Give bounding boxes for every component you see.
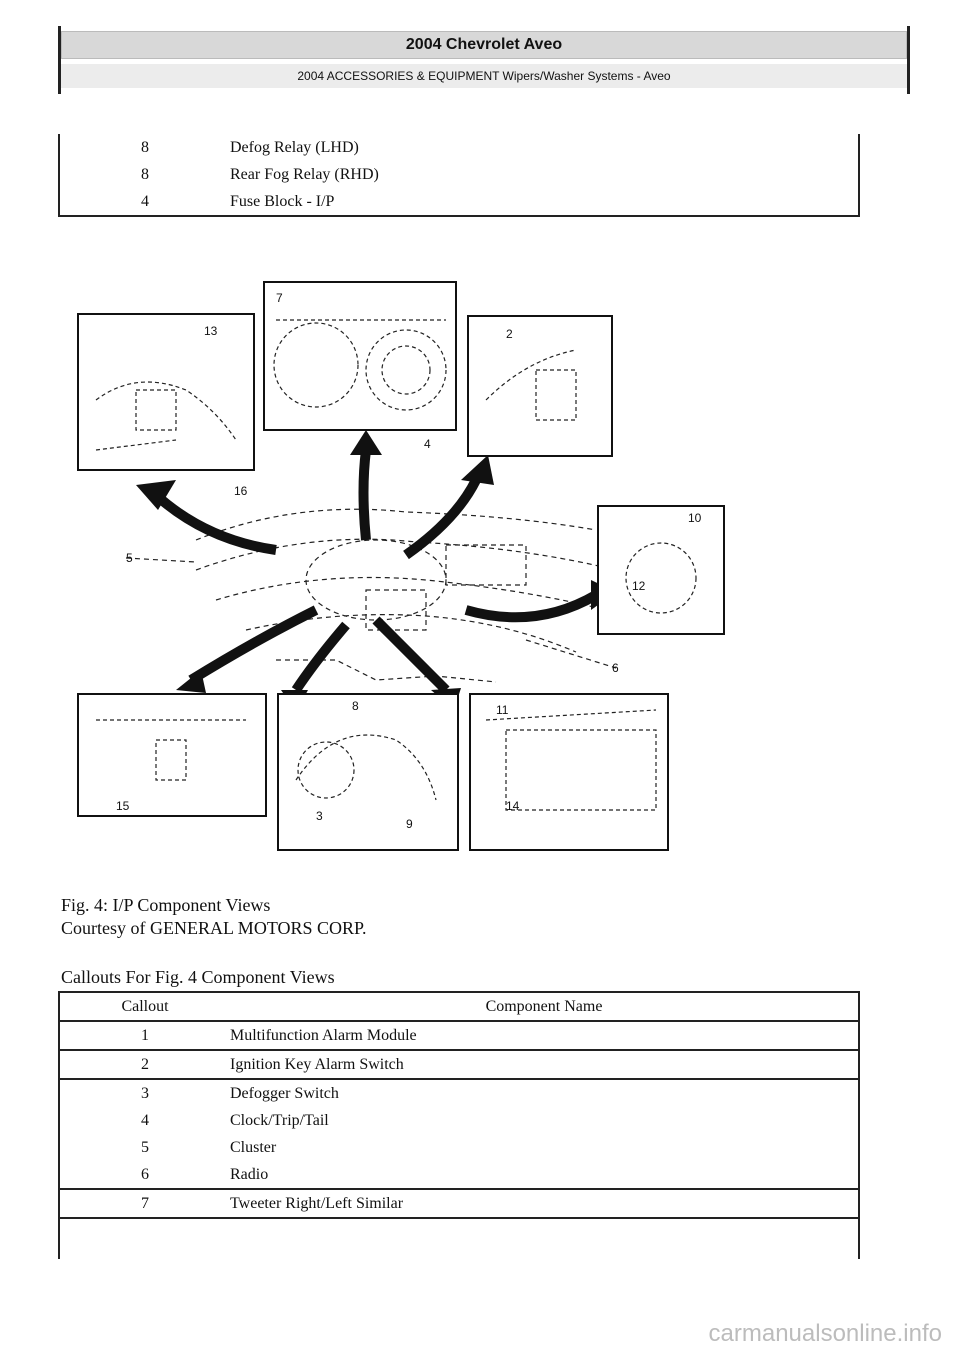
figure-label: 14 xyxy=(506,799,520,813)
callout-cell xyxy=(59,1218,230,1259)
component-cell: Multifunction Alarm Module xyxy=(230,1021,859,1050)
watermark: carmanualsonline.info xyxy=(708,1320,942,1347)
panel-bottom-center xyxy=(278,694,458,850)
callout-cell: 4 xyxy=(141,192,149,210)
callout-cell: 3 xyxy=(141,1084,149,1102)
component-cell: Rear Fog Relay (RHD) xyxy=(230,165,379,183)
callout-cell: 4 xyxy=(141,1111,149,1129)
figure-label: 5 xyxy=(126,551,133,565)
panel-top-right xyxy=(468,316,612,456)
component-cell: Defog Relay (LHD) xyxy=(230,138,359,156)
header-title: 2004 Chevrolet Aveo xyxy=(61,31,907,59)
figure-label: 12 xyxy=(632,579,646,593)
callout-cell: 8 xyxy=(141,165,149,183)
panel-top-center xyxy=(264,282,456,430)
column-header-callout: Callout xyxy=(59,992,230,1021)
table-row xyxy=(59,1134,859,1161)
panel-bottom-left xyxy=(78,694,266,816)
figure-drawing xyxy=(76,280,726,852)
header-subtitle: 2004 ACCESSORIES & EQUIPMENT Wipers/Washer Systems - Aveo xyxy=(61,64,907,88)
component-cell: Cluster xyxy=(230,1138,277,1156)
figure-label: 15 xyxy=(116,799,130,813)
table-row xyxy=(59,161,859,188)
figure-caption: Fig. 4: I/P Component Views xyxy=(61,895,271,915)
component-cell: Defogger Switch xyxy=(230,1084,339,1102)
figure-label: 13 xyxy=(204,324,218,338)
detail-panels xyxy=(78,282,724,850)
table-row xyxy=(59,1079,859,1107)
figure-label: 10 xyxy=(688,511,702,525)
table-row xyxy=(59,188,859,216)
component-cell: Radio xyxy=(230,1161,859,1189)
callout-cell: 7 xyxy=(59,1189,230,1218)
callout-cell: 6 xyxy=(59,1161,230,1189)
page-header xyxy=(58,26,910,94)
figure-label: 4 xyxy=(424,437,431,451)
table-row xyxy=(59,134,859,161)
callout-arrows xyxy=(156,450,596,690)
figure-credit: Courtesy of GENERAL MOTORS CORP. xyxy=(61,918,367,938)
figure-label: 16 xyxy=(234,484,248,498)
callout-cell: 2 xyxy=(59,1050,230,1079)
column-header-component: Component Name xyxy=(230,992,859,1021)
figure-label: 8 xyxy=(352,699,359,713)
component-cell: Ignition Key Alarm Switch xyxy=(230,1050,859,1079)
figure-label: 11 xyxy=(496,703,509,717)
figure-label: 6 xyxy=(612,661,619,675)
callout-cell: 5 xyxy=(141,1138,149,1156)
figure-label: 7 xyxy=(276,291,283,305)
table-row xyxy=(59,1050,859,1079)
panel-top-left xyxy=(78,314,254,470)
figure-label: 2 xyxy=(506,327,513,341)
component-cell: Fuse Block - I/P xyxy=(230,192,335,210)
figure-label: 3 xyxy=(316,809,323,823)
component-cell: Clock/Trip/Tail xyxy=(230,1111,329,1129)
figure-label: 9 xyxy=(406,817,413,831)
callout-cell: 1 xyxy=(59,1021,230,1050)
table-header-row xyxy=(59,992,859,1021)
component-cell xyxy=(230,1218,859,1259)
table-row xyxy=(59,1218,859,1259)
top-callout-table xyxy=(58,134,860,217)
callouts-title: Callouts For Fig. 4 Component Views xyxy=(61,967,335,987)
ip-component-views-figure xyxy=(76,280,726,852)
table-row xyxy=(59,1021,859,1050)
table-row xyxy=(59,1189,859,1218)
panel-right xyxy=(598,506,724,634)
component-cell: Tweeter Right/Left Similar xyxy=(230,1189,859,1218)
table-row xyxy=(59,1161,859,1189)
callout-cell: 8 xyxy=(141,138,149,156)
panel-bottom-right xyxy=(470,694,668,850)
callout-table xyxy=(58,991,860,1259)
dashboard-sketch xyxy=(126,509,616,682)
table-row xyxy=(59,1107,859,1134)
